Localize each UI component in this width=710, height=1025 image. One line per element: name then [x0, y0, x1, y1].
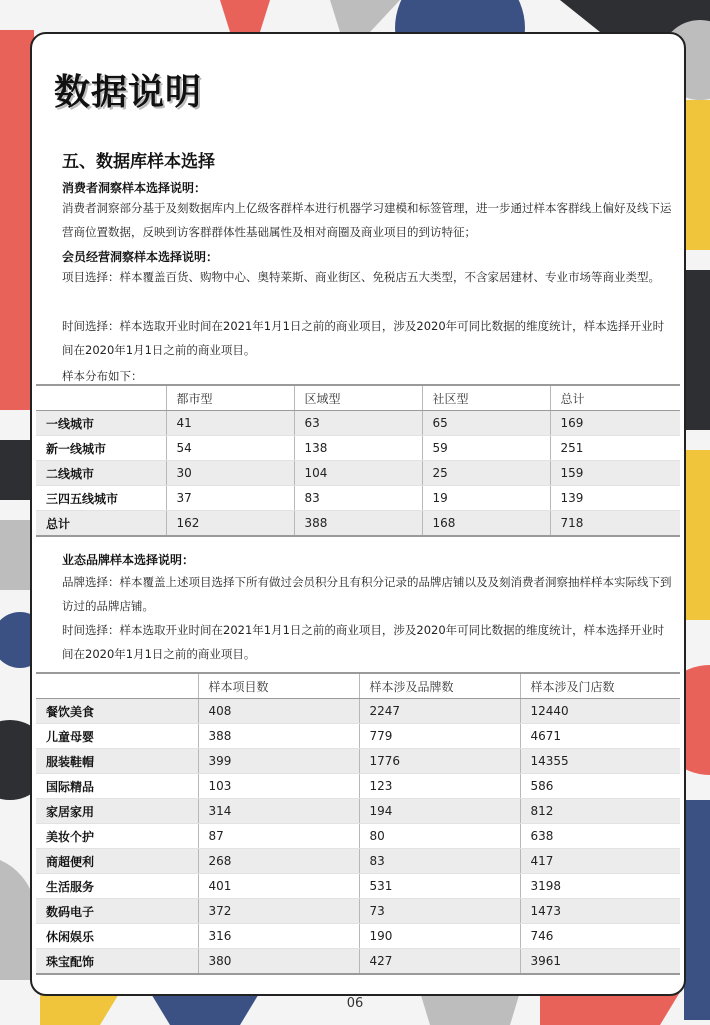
table-row: [36, 949, 680, 975]
table-cell: 718: [550, 511, 680, 537]
table-cell: 1473: [520, 899, 680, 924]
table-cell: 83: [359, 849, 520, 874]
row-label: 二线城市: [36, 461, 166, 486]
table-cell: 19: [422, 486, 550, 511]
table-cell: 746: [520, 924, 680, 949]
table-row: [36, 849, 680, 874]
table-cell: 388: [198, 724, 359, 749]
row-label: 儿童母婴: [36, 724, 198, 749]
table-cell: 159: [550, 461, 680, 486]
table-row: [36, 724, 680, 749]
table-cell: 531: [359, 874, 520, 899]
table-cell: 2247: [359, 699, 520, 724]
table-row: [36, 486, 680, 511]
member-project-selection: 项目选择：样本覆盖百货、购物中心、奥特莱斯、商业街区、免税店五大类型，不含家居建材、专业市场等商业类型。: [62, 270, 660, 284]
table-row: [36, 411, 680, 436]
table-header-row: [36, 385, 680, 411]
table-cell: 14355: [520, 749, 680, 774]
row-label: 总计: [36, 511, 166, 537]
table-header-cell: 都市型: [166, 385, 294, 411]
table-row: [36, 874, 680, 899]
table-cell: 104: [294, 461, 422, 486]
table-row: [36, 774, 680, 799]
section-title: 五、数据库样本选择: [62, 152, 215, 172]
row-label: 美妆个护: [36, 824, 198, 849]
page-number: 06: [346, 996, 364, 1011]
table-cell: 3198: [520, 874, 680, 899]
row-label: 服装鞋帽: [36, 749, 198, 774]
row-label: 商超便利: [36, 849, 198, 874]
row-label: 三四五线城市: [36, 486, 166, 511]
table-cell: 59: [422, 436, 550, 461]
consumer-heading: 消费者洞察样本选择说明：: [62, 181, 207, 195]
brand-selection: 品牌选择：样本覆盖上述项目选择下所有做过会员积分且有积分记录的品牌店铺以及及刻消费者洞察抽样样本实际线下到访过的品牌店铺。: [62, 575, 672, 613]
page-title: 数据说明: [54, 72, 203, 113]
table-cell: 812: [520, 799, 680, 824]
table-row: [36, 824, 680, 849]
table-cell: 80: [359, 824, 520, 849]
row-label: 一线城市: [36, 411, 166, 436]
table-cell: 638: [520, 824, 680, 849]
row-label: 生活服务: [36, 874, 198, 899]
table-cell: 87: [198, 824, 359, 849]
table-header-cell: 样本项目数: [198, 673, 359, 699]
table-header-cell: 总计: [550, 385, 680, 411]
city-sample-table: [36, 384, 680, 537]
table-cell: 103: [198, 774, 359, 799]
table-cell: 162: [166, 511, 294, 537]
table-cell: 417: [520, 849, 680, 874]
row-label: 数码电子: [36, 899, 198, 924]
row-label: 国际精品: [36, 774, 198, 799]
member-time-selection: 时间选择：样本选取开业时间在2021年1月1日之前的商业项目，涉及2020年可同比数据的维度统计，样本选择开业时间在2020年1月1日之前的商业项目。: [62, 319, 665, 357]
table-cell: 138: [294, 436, 422, 461]
table-cell: 399: [198, 749, 359, 774]
table-row: [36, 799, 680, 824]
row-label: 珠宝配饰: [36, 949, 198, 975]
table-cell: 169: [550, 411, 680, 436]
table-cell: 73: [359, 899, 520, 924]
table-cell: 427: [359, 949, 520, 975]
table-header-cell: [36, 673, 198, 699]
brand-heading: 业态品牌样本选择说明：: [62, 553, 195, 567]
row-label: 新一线城市: [36, 436, 166, 461]
table-cell: 380: [198, 949, 359, 975]
row-label: 家居家用: [36, 799, 198, 824]
table-header-cell: 样本涉及门店数: [520, 673, 680, 699]
table-header-cell: 样本涉及品牌数: [359, 673, 520, 699]
distribution-label: 样本分布如下：: [62, 369, 143, 383]
table-cell: 4671: [520, 724, 680, 749]
table-cell: 37: [166, 486, 294, 511]
table-header-cell: [36, 385, 166, 411]
table-cell: 83: [294, 486, 422, 511]
table-row: [36, 436, 680, 461]
table-cell: 408: [198, 699, 359, 724]
table-cell: 251: [550, 436, 680, 461]
table-cell: 41: [166, 411, 294, 436]
table-cell: 123: [359, 774, 520, 799]
content-card: [30, 32, 686, 996]
table-cell: 194: [359, 799, 520, 824]
member-heading: 会员经营洞察样本选择说明：: [62, 250, 219, 264]
row-label: 餐饮美食: [36, 699, 198, 724]
table-cell: 190: [359, 924, 520, 949]
table-cell: 1776: [359, 749, 520, 774]
table-cell: 139: [550, 486, 680, 511]
table-row: [36, 749, 680, 774]
row-label: 休闲娱乐: [36, 924, 198, 949]
table-cell: 30: [166, 461, 294, 486]
table-cell: 268: [198, 849, 359, 874]
table-cell: 12440: [520, 699, 680, 724]
table-cell: 168: [422, 511, 550, 537]
table-row: [36, 899, 680, 924]
table-row-total: [36, 511, 680, 537]
table-cell: 388: [294, 511, 422, 537]
table-cell: 779: [359, 724, 520, 749]
table-row: [36, 699, 680, 724]
table-cell: 63: [294, 411, 422, 436]
table-cell: 314: [198, 799, 359, 824]
consumer-text: 消费者洞察部分基于及刻数据库内上亿级客群样本进行机器学习建模和标签管理，进一步通过样本客群线上偏好及线下运营商位置数据，反映到访客群群体性基础属性及相对商圈及商业项目的到访特征；: [62, 201, 672, 239]
table-header-cell: 社区型: [422, 385, 550, 411]
table-cell: 586: [520, 774, 680, 799]
table-cell: 25: [422, 461, 550, 486]
table-cell: 401: [198, 874, 359, 899]
table-cell: 54: [166, 436, 294, 461]
format-sample-table: [36, 672, 680, 975]
table-header-cell: 区域型: [294, 385, 422, 411]
table-row: [36, 461, 680, 486]
table-row: [36, 924, 680, 949]
table-cell: 316: [198, 924, 359, 949]
table-header-row: [36, 673, 680, 699]
brand-time-selection: 时间选择：样本选取开业时间在2021年1月1日之前的商业项目，涉及2020年可同比数据的维度统计，样本选择开业时间在2020年1月1日之前的商业项目。: [62, 623, 665, 661]
table-cell: 65: [422, 411, 550, 436]
table-cell: 3961: [520, 949, 680, 975]
table-cell: 372: [198, 899, 359, 924]
